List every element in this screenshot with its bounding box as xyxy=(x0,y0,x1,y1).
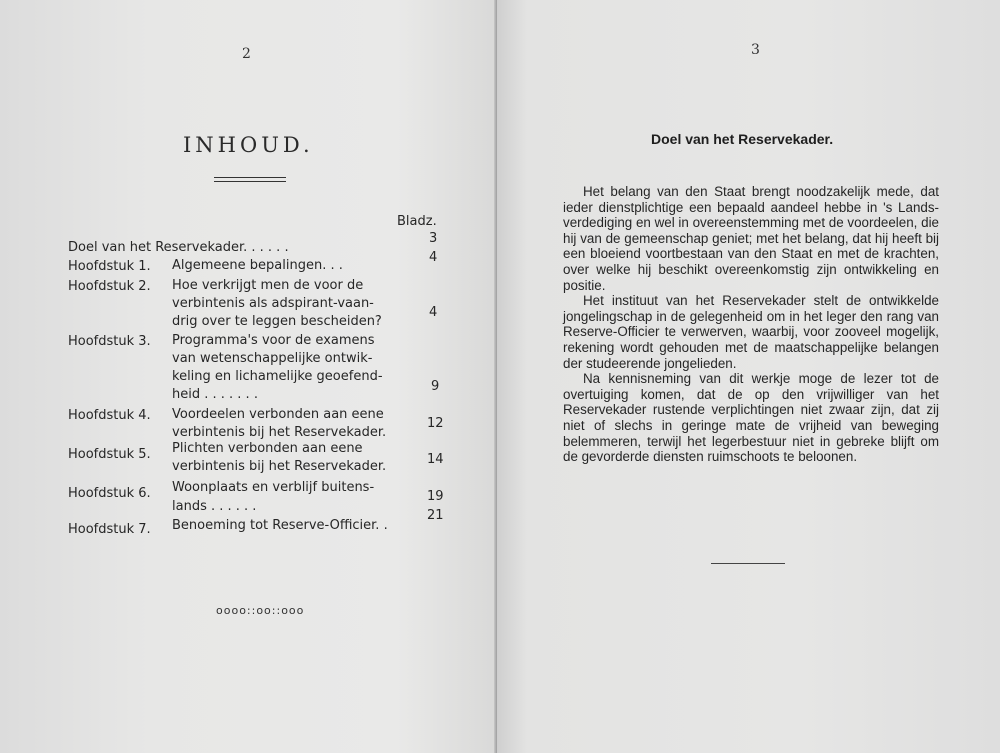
body-text xyxy=(563,184,939,465)
toc-entry-text: verbintenis bij het Reservekader. xyxy=(172,459,387,474)
paragraph: Na kennisneming van dit werkje moge de lezer tot de overtuiging komen, dat de op den vrijwilliger van het Reservekader rustende verplichtingen niet zwaar zijn, dat zij niet of slechs in geringe mate de vrijheid van beweging belemmeren, terwijl het legerbestuur niet in gebreke blijft om de gevorderde diensten ruimschoots te beloonen. xyxy=(563,371,939,465)
toc-entry-text: Programma's voor de examens xyxy=(172,333,375,348)
toc-title: INHOUD. xyxy=(183,133,314,157)
title-rule-top xyxy=(214,177,286,178)
toc-entry-label: Hoofdstuk 6. xyxy=(68,486,151,501)
toc-entry-label: Hoofdstuk 3. xyxy=(68,334,151,349)
column-header-bladz: Bladz. xyxy=(397,214,437,229)
toc-entry-text: drig over te leggen bescheiden? xyxy=(172,314,382,329)
toc-entry-text: Plichten verbonden aan eene xyxy=(172,441,363,456)
toc-entry-label: Hoofdstuk 7. xyxy=(68,522,151,537)
page-number-right: 3 xyxy=(751,42,760,58)
toc-entry-text: van wetenschappelijke ontwik- xyxy=(172,351,373,366)
toc-entry-label: Hoofdstuk 2. xyxy=(68,279,151,294)
title-rule-bottom xyxy=(214,181,286,182)
toc-entry-text: Woonplaats en verblijf buitens- xyxy=(172,480,375,495)
chapter-heading: Doel van het Reservekader. xyxy=(651,131,834,147)
toc-entry-text: Benoeming tot Reserve-Officier. . xyxy=(172,518,388,533)
toc-entry-text: keling en lichamelijke geoefend- xyxy=(172,369,383,384)
toc-entry-page: 4 xyxy=(429,305,438,320)
left-page xyxy=(0,0,497,753)
paragraph: Het belang van den Staat brengt noodzakelijk mede, dat ieder dienstplichtige een bepaald aandeel hebbe in 's Lands-verdediging en wel in overeenstemming met de voordeelen, die hij van de gemeenschap geniet; met het belang, dat hij heeft bij een bloeiend voortbestaan van den Staat en met de krachten, over welke hij beschikt overeenkomstig zijn ontwikkeling en positie. xyxy=(563,184,939,293)
toc-entry-text: Algemeene bepalingen. . . xyxy=(172,258,343,273)
toc-entry-text: Doel van het Reservekader. . . . . . xyxy=(68,240,289,255)
toc-entry-page: 19 xyxy=(427,489,444,504)
toc-entry-text: verbintenis als adspirant-vaan- xyxy=(172,296,374,311)
toc-entry-page: 21 xyxy=(427,508,444,523)
toc-entry-page: 4 xyxy=(429,250,438,265)
paragraph: Het instituut van het Reservekader stelt de ontwikkelde jongelingschap in de gelegenheid om in het leger den rang van Reserve-Officier te verwerven, waarbij, voor zooveel mogelijk, rekening wordt gehouden met de maatschappelijke belangen der studeerende jongelieden. xyxy=(563,293,939,371)
ornament-divider: oooo::oo::ooo xyxy=(216,604,305,617)
toc-entry-page: 14 xyxy=(427,452,444,467)
toc-entry-text: Voordeelen verbonden aan eene xyxy=(172,407,384,422)
toc-entry-label: Hoofdstuk 5. xyxy=(68,447,151,462)
toc-entry-label: Hoofdstuk 4. xyxy=(68,408,151,423)
toc-entry-text: verbintenis bij het Reservekader. xyxy=(172,425,387,440)
toc-entry-page: 12 xyxy=(427,416,444,431)
toc-entry-text: heid . . . . . . . xyxy=(172,387,258,402)
toc-entry-page: 3 xyxy=(429,231,438,246)
page-number-left: 2 xyxy=(242,46,251,62)
toc-entry-text: Hoe verkrijgt men de voor de xyxy=(172,278,364,293)
toc-entry-page: 9 xyxy=(431,379,440,394)
closing-rule xyxy=(711,563,785,564)
toc-entry-text: lands . . . . . . xyxy=(172,499,257,514)
toc-entry-label: Hoofdstuk 1. xyxy=(68,259,151,274)
